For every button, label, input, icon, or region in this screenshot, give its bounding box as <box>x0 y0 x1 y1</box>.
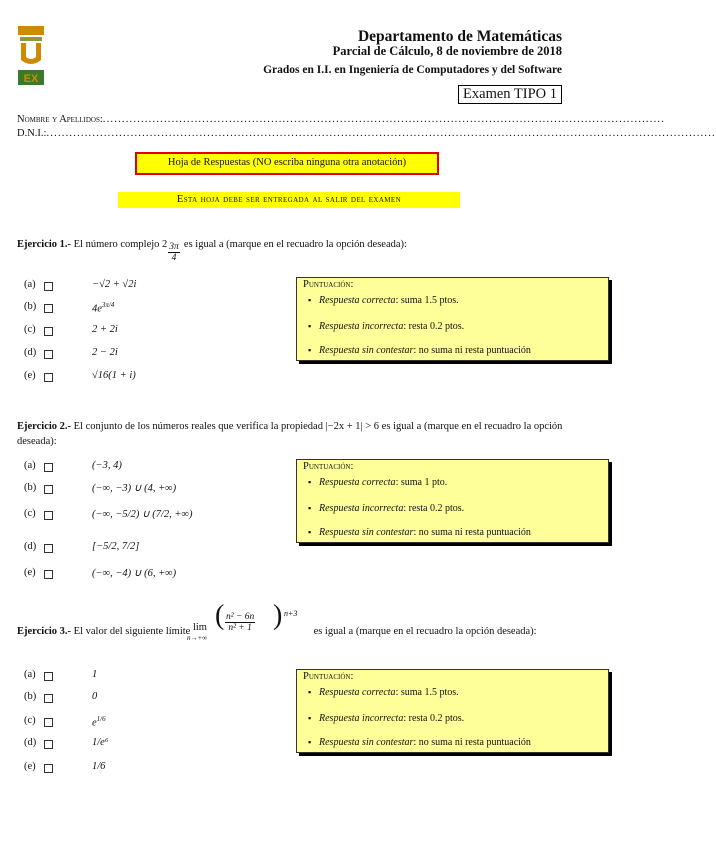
limit-power: n+3 <box>283 609 298 618</box>
scoring-blank: ▪ Respuesta sin contestar: no suma ni resta puntuación <box>319 527 531 538</box>
option-value: $e^{1/6}$ <box>92 715 106 729</box>
scoring-wrong: ▪ Respuesta incorrecta: resta 0.2 ptos. <box>319 321 464 332</box>
answer-checkbox[interactable] <box>44 694 53 703</box>
degree-title: Grados en I.I. en Ingeniería de Computadores y del Software <box>263 64 562 76</box>
scoring-blank: ▪ Respuesta sin contestar: no suma ni resta puntuación <box>319 737 531 748</box>
option-value: (−∞, −3) ∪ (4, +∞) <box>92 483 177 494</box>
answer-checkbox[interactable] <box>44 350 53 359</box>
option-value: 1/6 <box>92 761 106 772</box>
name-label: Nombre y Apellidos: <box>17 114 103 125</box>
answer-checkbox[interactable] <box>44 304 53 313</box>
exam-type-box: Examen TIPO 1 <box>458 85 562 104</box>
option-value: 2 − 2i <box>92 347 118 358</box>
answer-checkbox[interactable] <box>44 718 53 727</box>
lim-subscript: n→+∞ <box>186 634 208 642</box>
dni-field[interactable] <box>17 128 716 139</box>
option-value: [−5/2, 7/2] <box>92 541 140 552</box>
option-value: (−∞, −4) ∪ (6, +∞) <box>92 568 177 579</box>
option-value: (−∞, −5/2) ∪ (7/2, +∞) <box>92 509 193 520</box>
option-letter: (d) <box>24 737 37 748</box>
exercise-3-statement <box>17 600 577 642</box>
scoring-title: Puntuación: <box>303 279 354 290</box>
exercise-1-text-after: es igual a (marque en el recuadro la opción deseada): <box>181 239 407 250</box>
answer-checkbox[interactable] <box>44 672 53 681</box>
exercise-1-subscript: $\frac{3\pi}{4}$ <box>169 242 179 263</box>
scoring-title: Puntuación: <box>303 461 354 472</box>
option-value: 2 + 2i <box>92 324 118 335</box>
name-field[interactable] <box>17 114 666 125</box>
answer-checkbox[interactable] <box>44 282 53 291</box>
exercise-1-statement <box>17 237 577 263</box>
dni-label: D.N.I.: <box>17 128 47 139</box>
answer-checkbox[interactable] <box>44 485 53 494</box>
answer-checkbox[interactable] <box>44 327 53 336</box>
lim-word: lim <box>192 622 207 633</box>
exercise-2-title: Ejercicio 2.- <box>17 421 72 432</box>
answer-checkbox[interactable] <box>44 373 53 382</box>
option-letter: (a) <box>24 669 36 680</box>
option-letter: (a) <box>24 460 36 471</box>
exercise-1-text-before: El número complejo 2 <box>71 239 168 250</box>
answer-checkbox[interactable] <box>44 463 53 472</box>
exercise-1-scoring-box <box>296 277 609 361</box>
exercise-3-text-after: es igual a (marque en el recuadro la opción deseada): <box>310 626 537 637</box>
scoring-correct: ▪ Respuesta correcta: suma 1.5 ptos. <box>319 295 459 306</box>
scoring-correct: ▪ Respuesta correcta: suma 1.5 ptos. <box>319 687 459 698</box>
option-letter: (d) <box>24 541 37 552</box>
option-value: (−3, 4) <box>92 460 122 471</box>
hand-in-banner: Esta hoja debe ser entregada al salir del examen <box>118 192 460 208</box>
exercise-3-text-before: El valor del siguiente límite <box>71 626 193 637</box>
option-letter: (c) <box>24 324 36 335</box>
answer-sheet-banner: Hoja de Respuestas (NO escriba ninguna otra anotación) <box>135 152 439 175</box>
answer-checkbox[interactable] <box>44 544 53 553</box>
option-letter: (b) <box>24 482 37 493</box>
option-letter: (d) <box>24 347 37 358</box>
option-value: √16(1 + i) <box>92 370 136 381</box>
option-letter: (a) <box>24 279 36 290</box>
scoring-title: Puntuación: <box>303 671 354 682</box>
right-paren: ) <box>272 600 283 631</box>
exercise-3-scoring-box <box>296 669 609 753</box>
left-paren: ( <box>214 600 225 631</box>
scoring-wrong: ▪ Respuesta incorrecta: resta 0.2 ptos. <box>319 713 464 724</box>
exam-title: Parcial de Cálculo, 8 de noviembre de 2018 <box>332 44 562 58</box>
university-logo <box>16 26 46 86</box>
exercise-3-title: Ejercicio 3.- <box>17 626 72 637</box>
option-value: $4e^{3\pi/4}$ <box>92 301 115 315</box>
exercise-2-text: El conjunto de los números reales que verifica la propiedad |−2x + 1| > 6 es igual a (marque en el recuadro la opción deseada): <box>17 421 563 447</box>
option-value: 1 <box>92 669 98 680</box>
answer-checkbox[interactable] <box>44 511 53 520</box>
exercise-1-title: Ejercicio 1.- <box>17 239 72 250</box>
scoring-blank: ▪ Respuesta sin contestar: no suma ni resta puntuación <box>319 345 531 356</box>
option-letter: (c) <box>24 715 36 726</box>
department-title: Departamento de Matemáticas <box>357 28 562 45</box>
name-dots: ................................................................................................................................................... <box>102 114 666 125</box>
option-value: 0 <box>92 691 98 702</box>
svg-text:EX: EX <box>23 73 39 85</box>
limit-fraction: $\frac{\text{n² − 6n}}{\text{n² + 1}}$ <box>225 612 255 633</box>
option-value: −√2 + √2i <box>92 279 137 290</box>
exercise-3-limit-expression <box>186 600 311 642</box>
answer-checkbox[interactable] <box>44 740 53 749</box>
option-letter: (e) <box>24 761 36 772</box>
option-letter: (e) <box>24 370 36 381</box>
answer-checkbox[interactable] <box>44 764 53 773</box>
exercise-2-statement <box>17 419 577 449</box>
option-letter: (b) <box>24 301 37 312</box>
exercise-2-scoring-box <box>296 459 609 543</box>
scoring-correct: ▪ Respuesta correcta: suma 1 pto. <box>319 477 447 488</box>
dni-dots: ............................................................................................................................................................................... <box>46 128 716 139</box>
option-letter: (b) <box>24 691 37 702</box>
answer-checkbox[interactable] <box>44 570 53 579</box>
option-value: 1/e⁶ <box>92 737 109 748</box>
scoring-wrong: ▪ Respuesta incorrecta: resta 0.2 ptos. <box>319 503 464 514</box>
option-letter: (c) <box>24 508 36 519</box>
option-letter: (e) <box>24 567 36 578</box>
